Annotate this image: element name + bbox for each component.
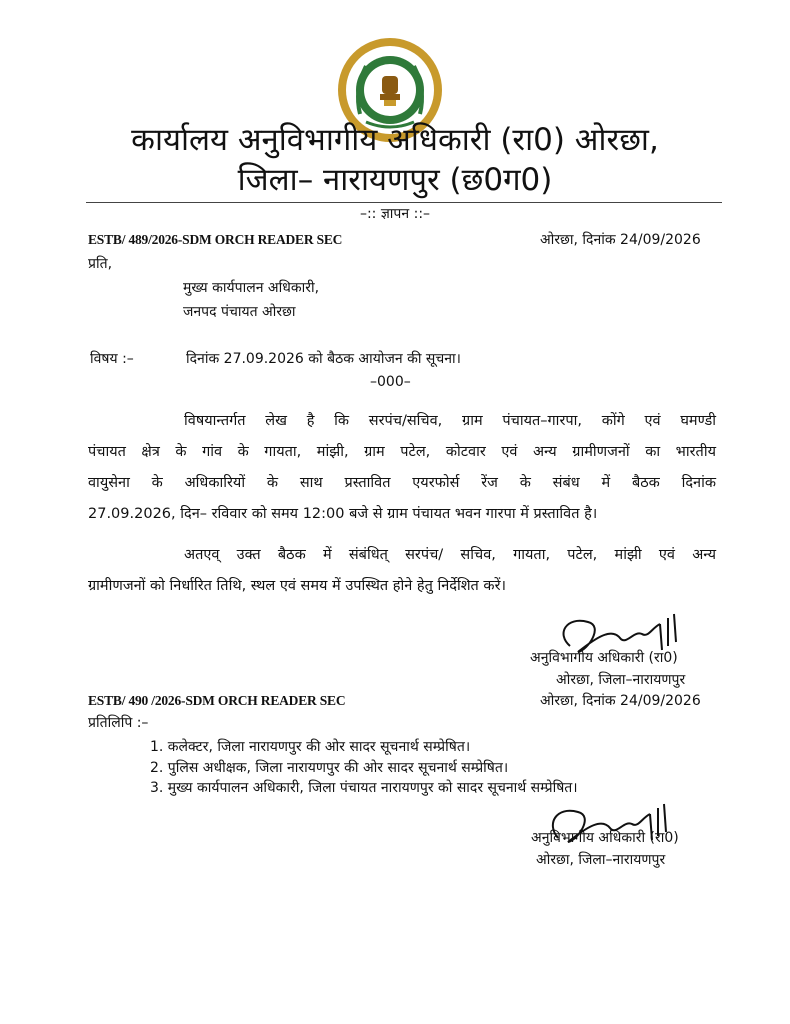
copy-item: 3. मुख्य कार्यपालन अधिकारी, जिला पंचायत नारायणपुर को सादर सूचनार्थ सम्प्रेषित। [150,780,578,796]
para1-line: 27.09.2026, दिन– रविवार को समय 12:00 बजे से ग्राम पंचायत भवन गारपा में प्रस्तावित है। [88,506,598,522]
separator: –000– [370,374,411,390]
body-paragraph-1 [88,406,716,530]
body-paragraph-2 [88,540,716,602]
office-title-line1: कार्यालय अनुविभागीय अधिकारी (रा0) ओरछा, [131,122,659,158]
para2-line: ग्रामीणजनों को निर्धारित तिथि, स्थल एवं समय में उपस्थित होने हेतु निर्देशित करें। [88,578,506,594]
copy-signatory-title: अनुविभागीय अधिकारी (रा0) [531,830,679,846]
signatory-date: ओरछा, दिनांक 24/09/2026 [540,693,701,709]
signatory-place: ओरछा, जिला–नारायणपुर [556,672,686,688]
office-title-line2: जिला– नारायणपुर (छ0ग0) [237,162,553,198]
para1-line: पंचायत क्षेत्र के गांव के गायता, मांझी, ग्राम पटेल, कोटवार एवं अन्य ग्रामीणजनों का भारतीय [88,444,716,460]
copy-label: प्रतिलिपि :– [88,715,149,731]
copy-item: 2. पुलिस अधीक्षक, जिला नारायणपुर की ओर सादर सूचनार्थ सम्प्रेषित। [150,760,509,776]
addressee-line1: मुख्य कार्यपालन अधिकारी, [183,280,320,296]
subject-label: विषय :– [90,351,134,367]
subject-text: दिनांक 27.09.2026 को बैठक आयोजन की सूचना। [186,351,461,367]
reference-number: ESTB/ 489/2026-SDM ORCH READER SEC [88,232,343,247]
copy-item: 1. कलेक्टर, जिला नारायणपुर की ओर सादर सूचनार्थ सम्प्रेषित। [150,739,471,755]
prati-label: प्रति, [88,256,113,272]
addressee-line2: जनपद पंचायत ओरछा [183,304,296,320]
para1-line: विषयान्तर्गत लेख है कि सरपंच/सचिव, ग्राम पंचायत–गारपा, कोंगे एवं घमण्डी [184,413,716,429]
para2-line: अतएव् उक्त बैठक में संबंधित् सरपंच/ सचिव, गायता, पटेल, मांझी एवं अन्य [184,547,716,563]
header-divider [86,202,722,203]
memo-heading: –:: ज्ञापन ::– [359,206,431,222]
place-date: ओरछा, दिनांक 24/09/2026 [540,232,701,248]
copy-reference-number: ESTB/ 490 /2026-SDM ORCH READER SEC [88,693,346,708]
para1-line: वायुसेना के अधिकारियों के साथ प्रस्तावित एयरफोर्स रेंज के संबंध में बैठक दिनांक [88,475,716,491]
signatory-title: अनुविभागीय अधिकारी (रा0) [530,650,678,666]
copy-signatory-place: ओरछा, जिला–नारायणपुर [536,852,666,868]
